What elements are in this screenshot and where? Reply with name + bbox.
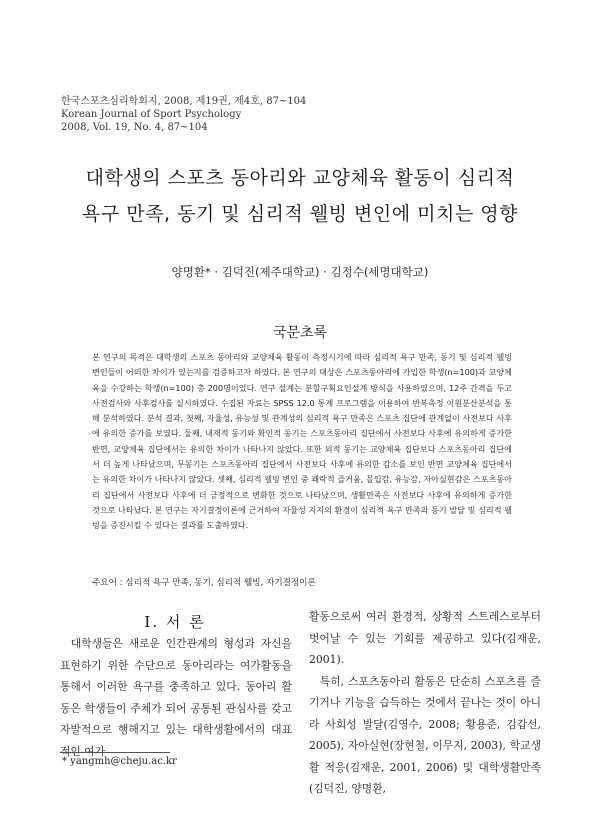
introduction-right-column bbox=[309, 606, 541, 800]
footnote-email: * yangmh@cheju.ac.kr bbox=[62, 756, 177, 767]
keywords: 주요어 : 심리적 욕구 만족, 동기, 심리적 웰빙, 자기결정이론 bbox=[92, 578, 316, 588]
paper-title bbox=[0, 160, 600, 232]
paper-title-line-1: 대학생의 스포츠 동아리와 교양체육 활동이 심리적 bbox=[85, 167, 515, 189]
journal-citation-english: 2008, Vol. 19, No. 4, 87~104 bbox=[61, 122, 208, 133]
introduction-left-column: 대학생들은 새로운 인간관계의 형성과 자신을 표현하기 위한 수단으로 동아리라는 여가활동을 통해서 이러한 욕구를 충족하고 있다. 동아리 활동은 학생들이 주체가 되어 공통된 관심사를 갖고 자발적으로 행해지고 있는 대학생활에서의 대표적인 여가 bbox=[60, 637, 292, 758]
footnote-divider bbox=[60, 752, 170, 753]
author-list: 양명환* · 김덕진(제주대학교) · 김정수(세명대학교) bbox=[171, 265, 429, 279]
introduction-paragraph-2: 특히, 스포츠동아리 활동은 단순히 스포츠를 즐기거나 기능을 습득하는 것에서 끝나는 것이 아니라 사회성 발달(김영수, 2008; 황용준, 김갑선, 2005), 자아실현(장현철, 이무지, 2003), 학교생활 적응(김재운, 2001, 2006) 및 대학생활만족(김덕진, 양명환, bbox=[309, 674, 541, 795]
journal-citation-korean: 한국스포츠심리학회지, 2008, 제19권, 제4호, 87~104 bbox=[61, 96, 307, 107]
journal-info bbox=[61, 95, 306, 134]
section-heading-introduction: Ⅰ. 서 론 bbox=[144, 613, 206, 631]
introduction-paragraph-continued: 활동으로써 여러 환경적, 상황적 스트레스로부터 벗어날 수 있는 기회를 제공하고 있다(김재운, 2001). bbox=[309, 610, 541, 666]
abstract-body: 본 연구의 목적은 대학생의 스포츠 동아리와 교양체육 활동이 측정시기에 따라 심리적 욕구 만족, 동기 및 심리적 웰빙 변인들이 어떠한 차이가 있는지를 검증하고자 하였다. 본 연구의 대상은 스포츠동아리에 가입한 학생(n=100)과 교양체육을 수강하는 학생(n=100) 총 200명이었다. 연구 설계는 분할구획요인설계 방식을 사용하였으며, 12주 간격을 두고 사전검사와 사후검사를 실시하였다. 수집된 자료는 SPSS 12.0 통계 프로그램을 이용하여 반복측정 이원분산분석을 통해 분석하였다. 분석 결과, 첫째, 자율성, 유능성 및 관계성의 심리적 욕구 만족은 스포츠 집단에 관계없이 사전보다 사후에 유의한 증가를 보였다. 둘째, 내재적 동기와 확인적 동기는 스포츠동아리 집단에서 사전보다 사후에 유의하게 증가한 반면, 교양체육 집단에서는 유의한 차이가 나타나지 않았다. 또한 외적 동기는 교양체육 집단보다 스포츠동아리 집단에서 더 높게 나타났으며, 무동기는 스포츠동아리 집단에서 사전보다 사후에 유의한 감소를 보인 반면 교양체육 집단에서는 유의한 차이가 나타나지 않았다. 셋째, 심리적 웰빙 변인 중 쾌락적 즐거움, 몰입감, 유능감, 자아실현감은 스포츠동아리 집단에서 사전보다 사후에 더 긍정적으로 변화한 것으로 나타났으며, 생활만족은 사전보다 사후에 유의하게 증가한 것으로 나타났다. 본 연구는 자기결정이론에 근거하여 자율성 지지의 환경이 심리적 욕구 만족과 동기 발달 및 심리적 웰빙을 증진시킬 수 있다는 결과를 도출하였다. bbox=[92, 352, 512, 531]
journal-name-english: Korean Journal of Sport Psychology bbox=[61, 109, 242, 120]
paper-title-line-2: 욕구 만족, 동기 및 심리적 웰빙 변인에 미치는 영향 bbox=[82, 203, 518, 225]
abstract-heading: 국문초록 bbox=[272, 325, 328, 341]
